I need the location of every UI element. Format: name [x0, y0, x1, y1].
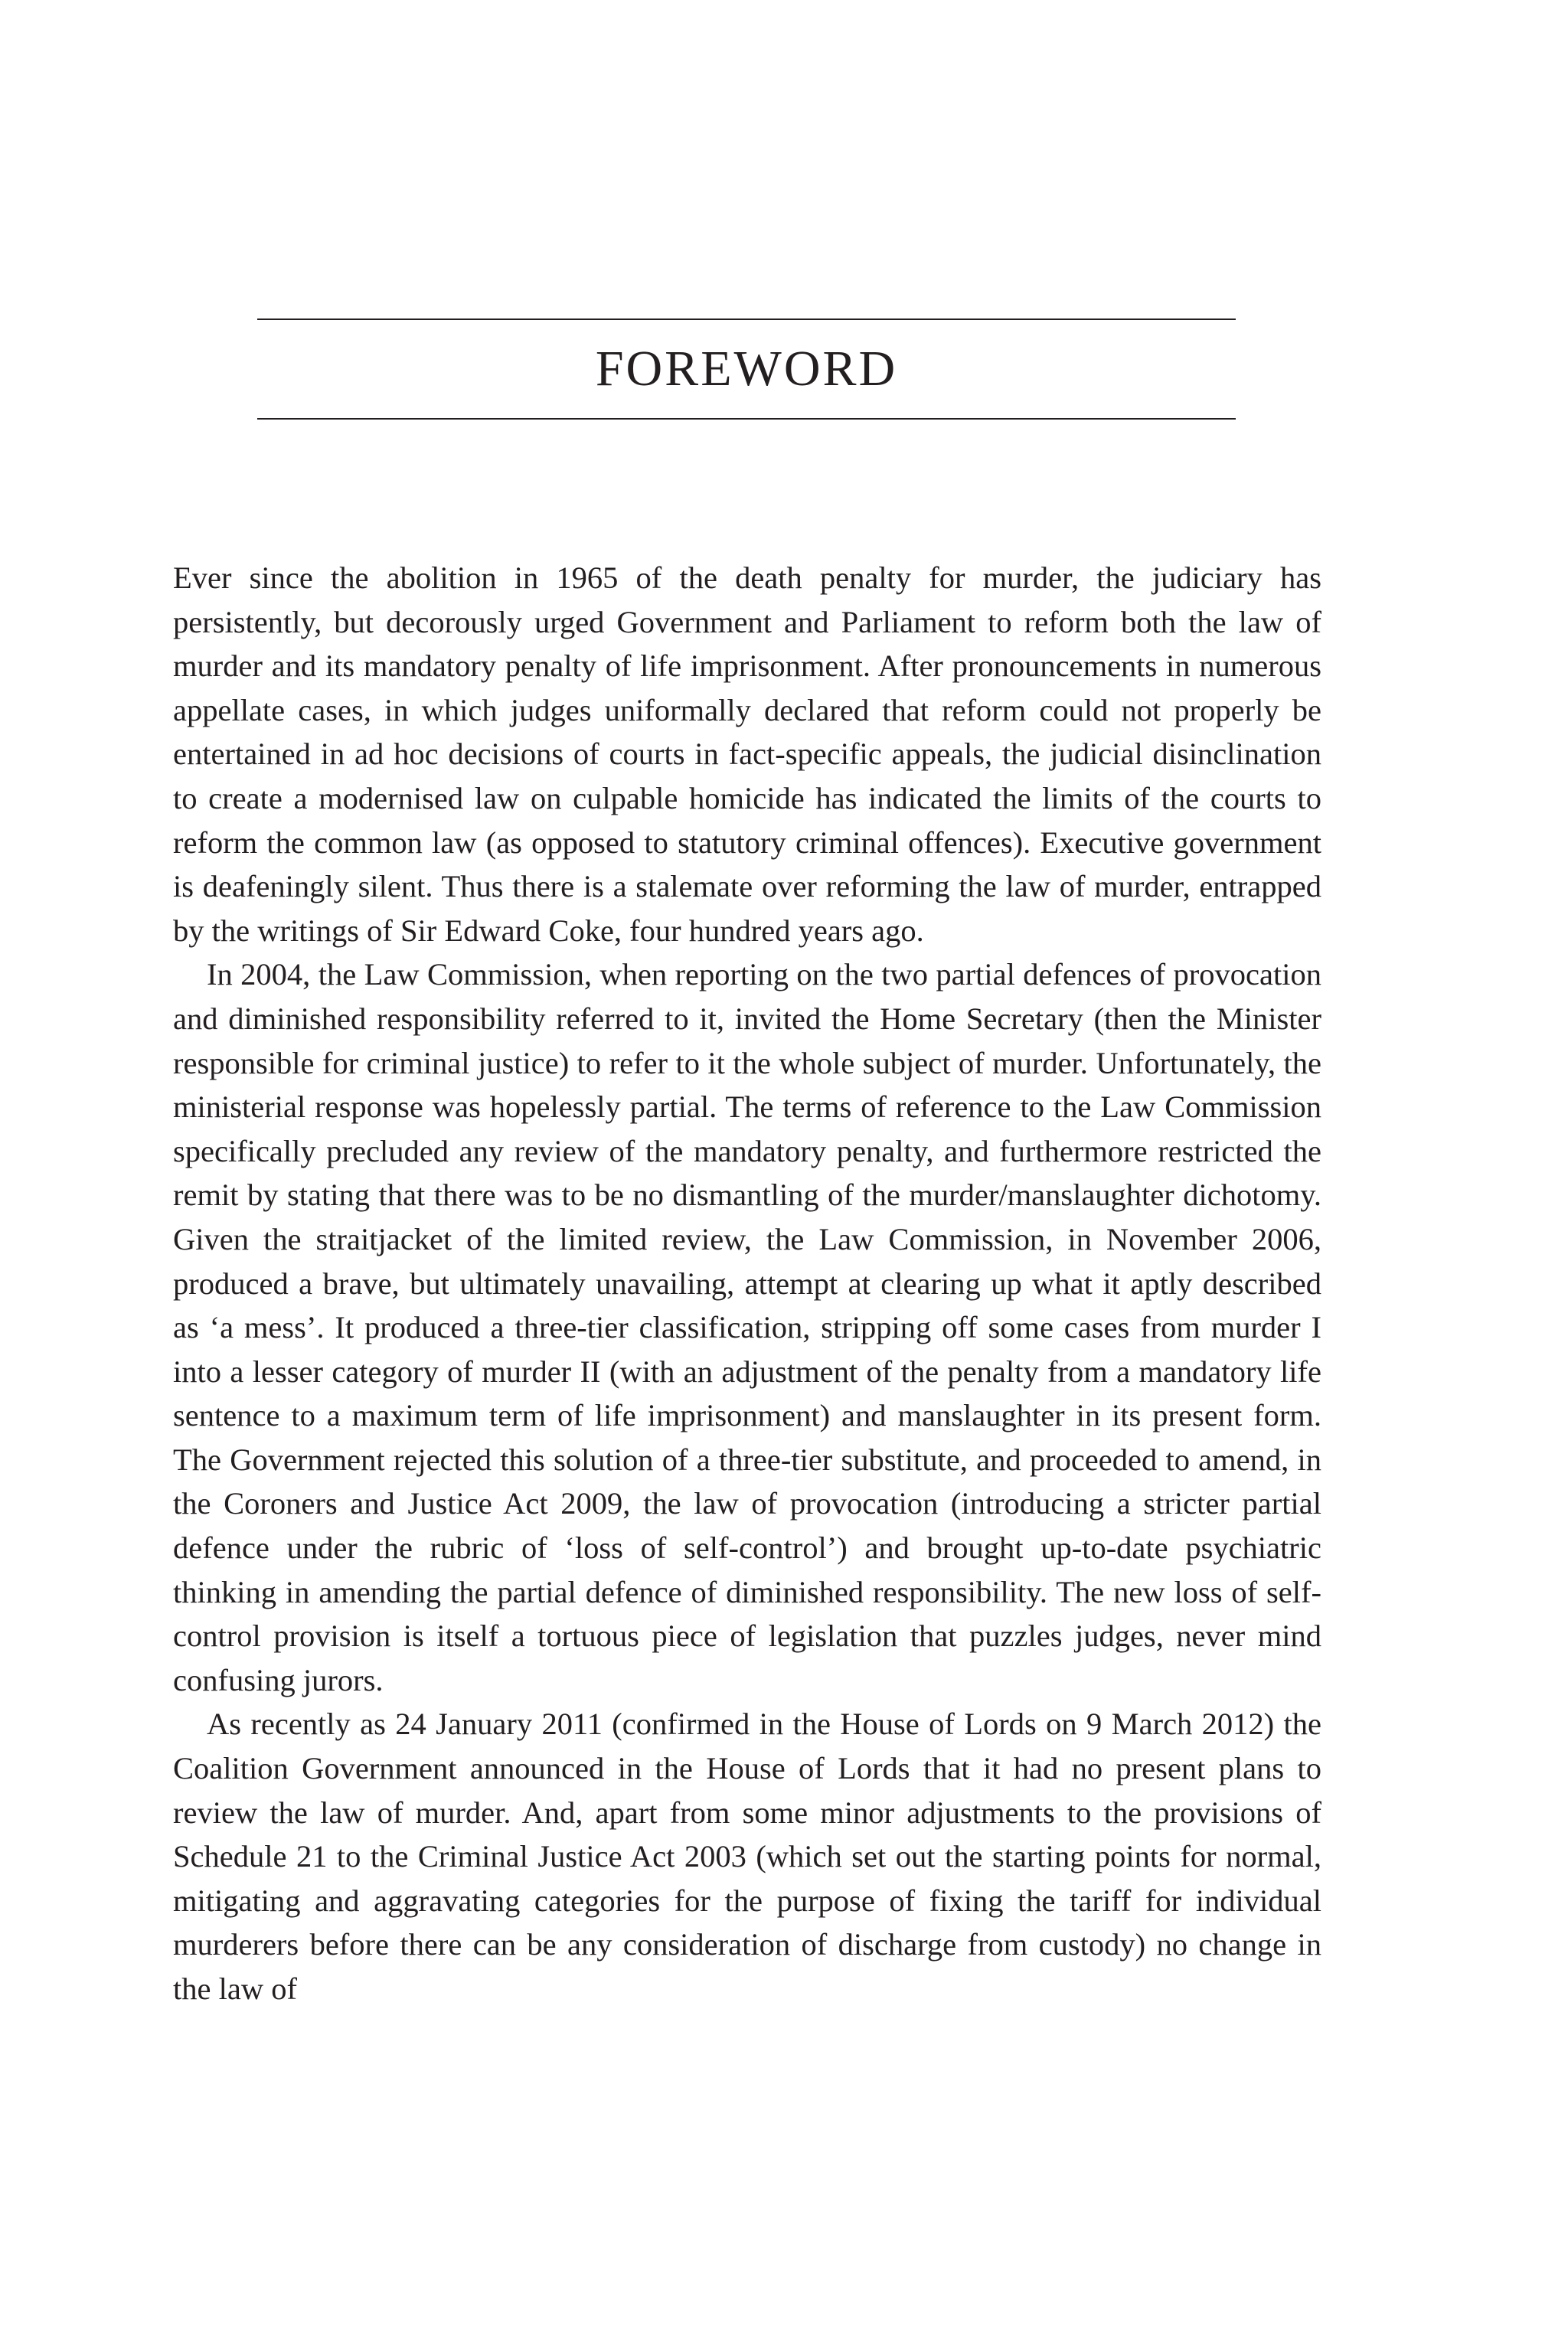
- page-title: FOREWORD: [595, 341, 898, 397]
- foreword-heading-block: [257, 318, 1236, 420]
- bottom-rule: [257, 418, 1236, 420]
- paragraph-2: In 2004, the Law Commission, when reporting on the two partial defences of provocation and diminished responsibility referred to it, invited the Home Secretary (then the Minister responsible for criminal justice) to refer to it the whole subject of murder. Unfortunately, the ministerial response was hopelessly partial. The terms of reference to the Law Commission specifically precluded any review of the mandatory penalty, and furthermore restricted the remit by stating that there was to be no dismantling of the murder/manslaughter dichotomy. Given the straitjacket of the limited review, the Law Commission, in November 2006, produced a brave, but ultimately unavailing, attempt at clearing up what it aptly described as ‘a mess’. It produced a three-tier classification, stripping off some cases from murder I into a lesser category of murder II (with an adjustment of the penalty from a mandatory life sentence to a maximum term of life imprisonment) and manslaughter in its present form. The Government rejected this solution of a three-tier substitute, and proceeded to amend, in the Coroners and Justice Act 2009, the law of provocation (introducing a stricter partial defence under the rubric of ‘loss of self-control’) and brought up-to-date psychiatric thinking in amending the partial defence of diminished responsibility. The new loss of self-control provision is itself a tortuous piece of legislation that puzzles judges, never mind confusing jurors.: [173, 957, 1321, 1697]
- foreword-body: [173, 556, 1321, 2011]
- paragraph-1: Ever since the abolition in 1965 of the death penalty for murder, the judiciary has persistently, but decorously urged Government and Parliament to reform both the law of murder and its mandatory penalty of life imprisonment. After pronouncements in numerous appellate cases, in which judges uniformally declared that reform could not properly be entertained in ad hoc decisions of courts in fact-specific appeals, the judicial disinclination to create a modernised law on culpable homicide has indicated the limits of the courts to reform the common law (as opposed to statutory criminal offences). Executive government is deafeningly silent. Thus there is a stalemate over reforming the law of murder, entrapped by the writings of Sir Edward Coke, four hundred years ago.: [173, 560, 1321, 948]
- paragraph-3: As recently as 24 January 2011 (confirmed in the House of Lords on 9 March 2012) the Coalition Government announced in the House of Lords that it had no present plans to review the law of murder. And, apart from some minor adjustments to the provisions of Schedule 21 to the Criminal Justice Act 2003 (which set out the starting points for normal, mitigating and aggravating categories for the purpose of fixing the tariff for individual murderers before there can be any consideration of discharge from custody) no change in the law of: [173, 1707, 1321, 2006]
